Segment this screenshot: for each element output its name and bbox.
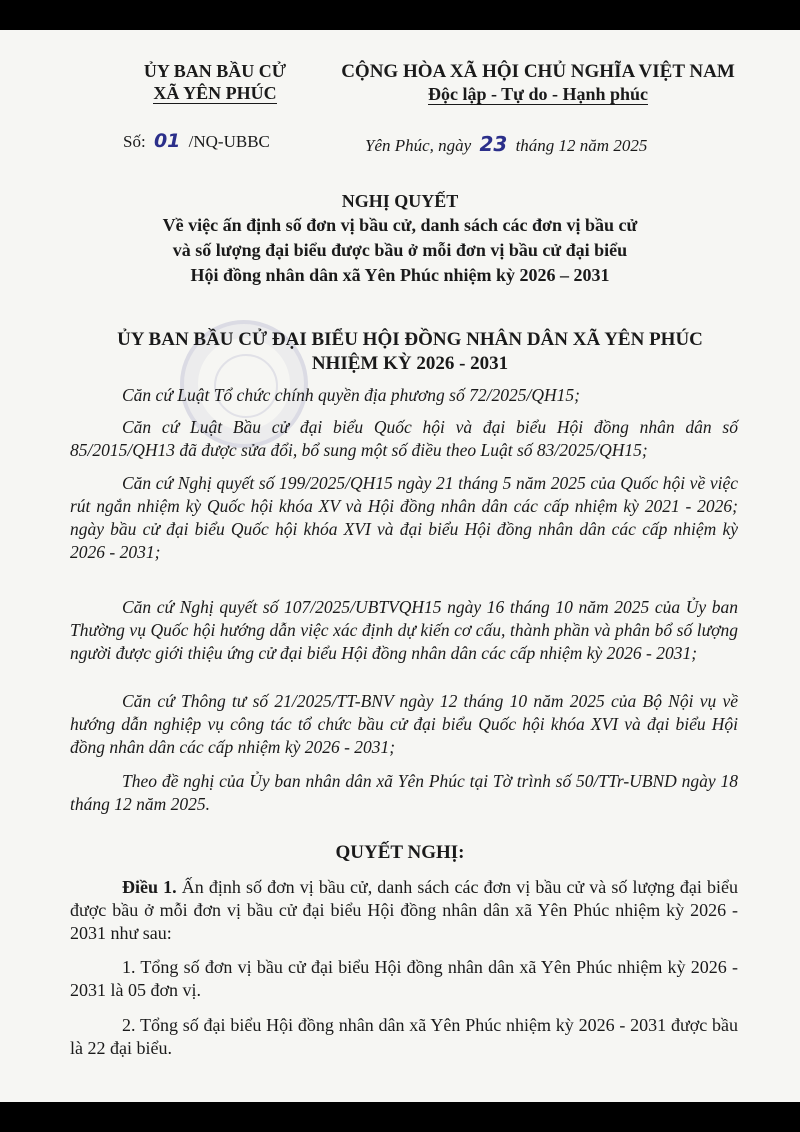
preamble-6: Theo đề nghị của Ủy ban nhân dân xã Yên Phúc tại Tờ trình số 50/TTr-UBND ngày 18 tháng 12 năm 2025. <box>70 771 738 814</box>
article1-text: Ấn định số đơn vị bầu cử, danh sách các đơn vị bầu cử và số lượng đại biểu được bầu ở mỗi đơn vị bầu cử đại biểu Hội đồng nhân dân xã Yên Phúc nhiệm kỳ 2026 - 2031 như sau: <box>70 877 739 943</box>
subject-line3: Hội đồng nhân dân xã Yên Phúc nhiệm kỳ 2026 – 2031 <box>190 265 610 285</box>
place-date: Yên Phúc, ngày 23 tháng 12 năm 2025 <box>365 132 648 156</box>
article1-item1: 1. Tổng số đơn vị bầu cử đại biểu Hội đồng nhân dân xã Yên Phúc nhiệm kỳ 2026 - 2031 là 05 đơn vị. <box>70 957 738 1000</box>
doc-number: Số: 01 /NQ-UBBC <box>123 130 270 152</box>
article1-label: Điều 1. <box>122 877 177 897</box>
day-handwritten: 23 <box>479 132 508 156</box>
preamble-2: Căn cứ Luật Bầu cử đại biểu Quốc hội và đại biểu Hội đồng nhân dân số 85/2015/QH13 đã được sửa đổi, bổ sung một số điều theo Luật số 83/2025/QH15; <box>70 417 738 460</box>
agency-line1: ỦY BAN BẦU CỬ <box>143 61 287 81</box>
preamble-3: Căn cứ Nghị quyết số 199/2025/QH15 ngày 21 tháng 5 năm 2025 của Quốc hội về việc rút ngắn nhiệm kỳ Quốc hội khóa XV và Hội đồng nhân dân các cấp nhiệm kỳ 2021 - 2026; ngày bầu cử đại biểu Quốc hội khóa XVI và đại biểu Hội đồng nhân dân các cấp nhiệm kỳ 2026 - 2031; <box>70 473 738 562</box>
article1-item2: 2. Tổng số đại biểu Hội đồng nhân dân xã Yên Phúc nhiệm kỳ 2026 - 2031 được bầu là 22 đại biểu. <box>70 1015 738 1058</box>
preamble-1: Căn cứ Luật Tổ chức chính quyền địa phương số 72/2025/QH15; <box>122 385 580 405</box>
issuer-line1: ỦY BAN BẦU CỬ ĐẠI BIỂU HỘI ĐỒNG NHÂN DÂN XÃ YÊN PHÚC <box>117 329 703 350</box>
issuer-line2: NHIỆM KỲ 2026 - 2031 <box>311 353 509 374</box>
issuer-block <box>60 328 760 376</box>
document-page <box>0 30 800 1102</box>
preamble-4: Căn cứ Nghị quyết số 107/2025/UBTVQH15 ngày 16 tháng 10 năm 2025 của Ủy ban Thường vụ Quốc hội hướng dẫn việc xác định dự kiến cơ cấu, thành phần và phân bổ số lượng người được giới thiệu ứng cử đại biểu Hội đồng nhân dân các cấp nhiệm kỳ 2026 - 2031; <box>70 597 738 663</box>
motto: Độc lập - Tự do - Hạnh phúc <box>427 84 649 104</box>
doc-number-handwritten: 01 <box>153 130 181 152</box>
subject-line1: Về việc ấn định số đơn vị bầu cử, danh sách các đơn vị bầu cử <box>162 215 638 235</box>
subject-line2: và số lượng đại biểu được bầu ở mỗi đơn vị bầu cử đại biểu <box>172 240 628 260</box>
national-block <box>328 60 748 106</box>
title-block <box>60 190 740 286</box>
resolution-heading: QUYẾT NGHỊ: <box>335 842 465 863</box>
agency-line2: XÃ YÊN PHÚC <box>153 83 277 103</box>
national-title: CỘNG HÒA XÃ HỘI CHỦ NGHĨA VIỆT NAM <box>341 61 735 82</box>
preamble-5: Căn cứ Thông tư số 21/2025/TT-BNV ngày 12 tháng 10 năm 2025 của Bộ Nội vụ về hướng dẫn nghiệp vụ công tác tổ chức bầu cử đại biểu Quốc hội khóa XVI và đại biểu Hội đồng nhân dân các cấp nhiệm kỳ 2026 - 2031; <box>70 691 738 757</box>
doc-type: NGHỊ QUYẾT <box>341 191 459 211</box>
agency-block <box>120 60 310 104</box>
article1 <box>70 876 738 945</box>
